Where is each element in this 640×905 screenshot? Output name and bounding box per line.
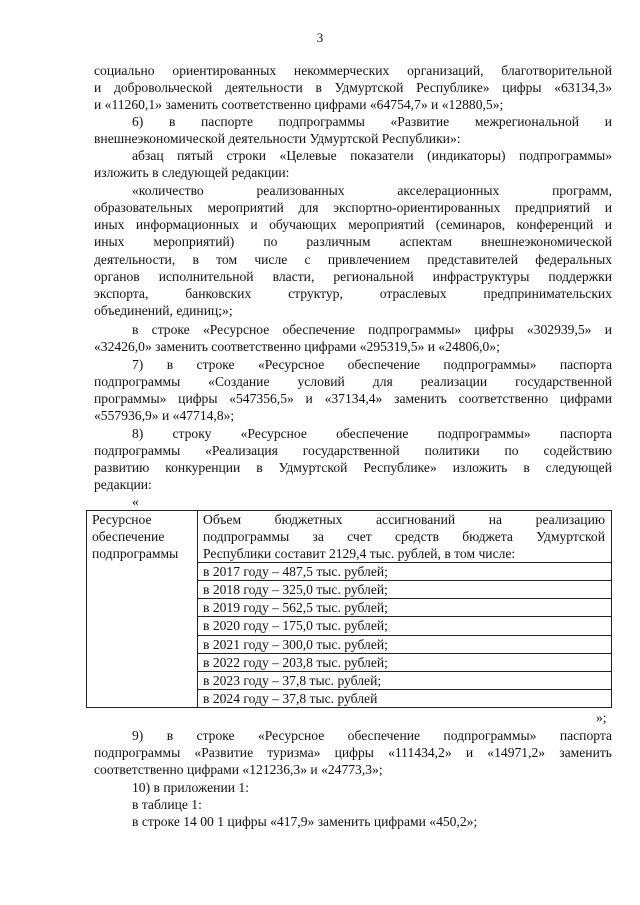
table-label-line: обеспечение <box>92 529 165 544</box>
table-row: в 2019 году – 562,5 тыс. рублей; <box>198 599 612 617</box>
resource-table <box>86 510 612 708</box>
table-row: в 2024 году – 37,8 тыс. рублей <box>198 689 612 707</box>
table-row: в 2017 году – 487,5 тыс. рублей; <box>198 563 612 581</box>
table-label-line: Ресурсное <box>92 512 152 527</box>
table-label-line: подпрограммы <box>92 546 179 561</box>
table-row: в 2022 году – 203,8 тыс. рублей; <box>198 653 612 671</box>
table-intro-line: подпрограммы за счет средств бюджета Удмуртской <box>203 529 605 544</box>
table-intro-cell <box>198 511 612 563</box>
table-row: в 2021 году – 300,0 тыс. рублей; <box>198 635 612 653</box>
table-row: в 2023 году – 37,8 тыс. рублей; <box>198 671 612 689</box>
table-intro-line: Объем бюджетных ассигнований на реализацию <box>203 512 605 527</box>
table-intro-line: Республики составит 2129,4 тыс. рублей, в том числе: <box>203 546 516 561</box>
table-row: в 2018 году – 325,0 тыс. рублей; <box>198 581 612 599</box>
table-row: в 2020 году – 175,0 тыс. рублей; <box>198 617 612 635</box>
table-label-cell <box>87 511 198 708</box>
page-number: 3 <box>316 30 324 45</box>
